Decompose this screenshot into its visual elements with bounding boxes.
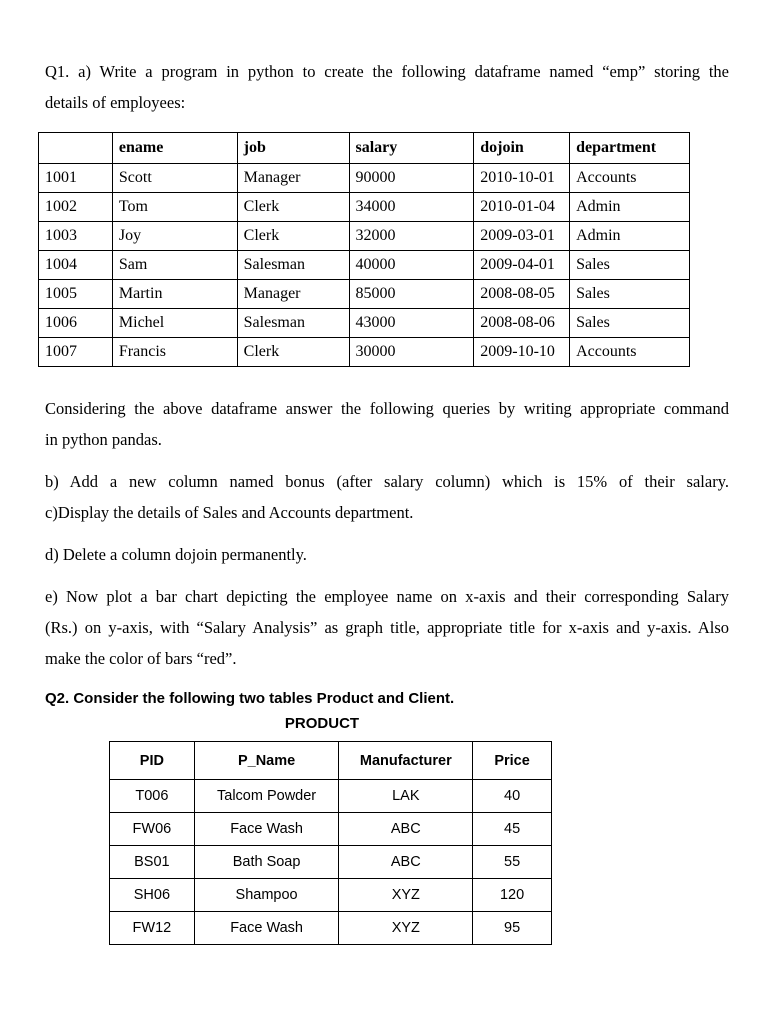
emp-cell-index: 1001 xyxy=(39,164,113,193)
part-b: b) Add a new column named bonus (after salary column) which is 15% of their salary. xyxy=(45,472,729,491)
product-cell-manufacturer: ABC xyxy=(339,846,473,879)
table-row xyxy=(39,309,690,338)
emp-cell-ename: Sam xyxy=(112,251,237,280)
considering-line-1: Considering the above dataframe answer the following queries by writing appropriate command xyxy=(45,399,729,418)
emp-cell-dojoin: 2008-08-06 xyxy=(474,309,570,338)
product-cell-manufacturer: LAK xyxy=(339,780,473,813)
q1-intro-line-2: details of employees: xyxy=(45,93,186,112)
emp-cell-dojoin: 2009-03-01 xyxy=(474,222,570,251)
emp-cell-salary: 40000 xyxy=(349,251,474,280)
emp-cell-dojoin: 2009-10-10 xyxy=(474,338,570,367)
table-row xyxy=(39,251,690,280)
part-d: d) Delete a column dojoin permanently. xyxy=(45,545,307,564)
product-cell-price: 45 xyxy=(473,813,552,846)
emp-cell-department: Admin xyxy=(570,193,690,222)
table-row xyxy=(39,338,690,367)
emp-cell-salary: 85000 xyxy=(349,280,474,309)
emp-cell-index: 1003 xyxy=(39,222,113,251)
emp-cell-job: Manager xyxy=(237,164,349,193)
product-cell-pname: Shampoo xyxy=(194,879,339,912)
table-row xyxy=(110,846,552,879)
emp-cell-dojoin: 2008-08-05 xyxy=(474,280,570,309)
part-e-line-1: e) Now plot a bar chart depicting the employee name on x-axis and their corresponding Salary xyxy=(45,587,729,606)
emp-cell-ename: Scott xyxy=(112,164,237,193)
parts-b-c xyxy=(45,466,729,528)
product-header-pname: P_Name xyxy=(194,742,339,780)
emp-cell-salary: 30000 xyxy=(349,338,474,367)
table-row xyxy=(110,912,552,945)
part-d-block xyxy=(45,539,729,570)
emp-cell-department: Accounts xyxy=(570,164,690,193)
product-cell-pid: FW12 xyxy=(110,912,195,945)
q1-intro-line-1: Q1. a) Write a program in python to create the following dataframe named “emp” storing the xyxy=(45,62,729,81)
emp-cell-ename: Joy xyxy=(112,222,237,251)
q1-intro xyxy=(45,56,729,118)
emp-cell-department: Sales xyxy=(570,251,690,280)
part-e-line-2: (Rs.) on y-axis, with “Salary Analysis” as graph title, appropriate title for x-axis and y-axis. Also xyxy=(45,618,729,637)
emp-cell-job: Salesman xyxy=(237,251,349,280)
q2-heading: Q2. Consider the following two tables Product and Client. xyxy=(45,690,455,707)
emp-header-department: department xyxy=(570,133,690,164)
emp-cell-job: Clerk xyxy=(237,222,349,251)
emp-header-salary: salary xyxy=(349,133,474,164)
product-cell-pname: Talcom Powder xyxy=(194,780,339,813)
product-cell-price: 95 xyxy=(473,912,552,945)
product-cell-pname: Face Wash xyxy=(194,813,339,846)
table-row xyxy=(39,222,690,251)
part-c: c)Display the details of Sales and Accounts department. xyxy=(45,503,414,522)
emp-cell-job: Clerk xyxy=(237,193,349,222)
part-e-line-3: make the color of bars “red”. xyxy=(45,649,237,668)
emp-cell-ename: Francis xyxy=(112,338,237,367)
emp-cell-salary: 34000 xyxy=(349,193,474,222)
product-table-title: PRODUCT xyxy=(284,715,360,732)
emp-cell-department: Sales xyxy=(570,280,690,309)
emp-table xyxy=(38,132,690,367)
emp-cell-ename: Martin xyxy=(112,280,237,309)
emp-cell-dojoin: 2009-04-01 xyxy=(474,251,570,280)
emp-cell-index: 1004 xyxy=(39,251,113,280)
emp-cell-index: 1006 xyxy=(39,309,113,338)
emp-cell-salary: 32000 xyxy=(349,222,474,251)
product-cell-pname: Bath Soap xyxy=(194,846,339,879)
table-row xyxy=(110,879,552,912)
emp-cell-job: Manager xyxy=(237,280,349,309)
emp-cell-dojoin: 2010-01-04 xyxy=(474,193,570,222)
product-cell-pid: SH06 xyxy=(110,879,195,912)
product-header-pid: PID xyxy=(110,742,195,780)
emp-table-header-row xyxy=(39,133,690,164)
table-row xyxy=(110,780,552,813)
emp-cell-index: 1005 xyxy=(39,280,113,309)
table-row xyxy=(110,813,552,846)
product-cell-manufacturer: ABC xyxy=(339,813,473,846)
product-cell-price: 120 xyxy=(473,879,552,912)
emp-cell-job: Clerk xyxy=(237,338,349,367)
table-row xyxy=(39,193,690,222)
emp-cell-salary: 90000 xyxy=(349,164,474,193)
emp-cell-dojoin: 2010-10-01 xyxy=(474,164,570,193)
considering-paragraph xyxy=(45,393,729,455)
emp-cell-job: Salesman xyxy=(237,309,349,338)
emp-header-ename: ename xyxy=(112,133,237,164)
emp-cell-index: 1007 xyxy=(39,338,113,367)
product-cell-pid: FW06 xyxy=(110,813,195,846)
considering-line-2: in python pandas. xyxy=(45,430,162,449)
product-cell-price: 40 xyxy=(473,780,552,813)
emp-cell-salary: 43000 xyxy=(349,309,474,338)
product-cell-pname: Face Wash xyxy=(194,912,339,945)
emp-header-index xyxy=(39,133,113,164)
emp-cell-index: 1002 xyxy=(39,193,113,222)
product-table-header-row xyxy=(110,742,552,780)
emp-cell-ename: Michel xyxy=(112,309,237,338)
product-cell-manufacturer: XYZ xyxy=(339,879,473,912)
product-table xyxy=(109,741,552,945)
product-cell-pid: BS01 xyxy=(110,846,195,879)
emp-cell-department: Accounts xyxy=(570,338,690,367)
product-cell-price: 55 xyxy=(473,846,552,879)
product-header-price: Price xyxy=(473,742,552,780)
product-cell-pid: T006 xyxy=(110,780,195,813)
emp-cell-department: Admin xyxy=(570,222,690,251)
emp-cell-ename: Tom xyxy=(112,193,237,222)
part-e-block xyxy=(45,581,729,674)
emp-header-dojoin: dojoin xyxy=(474,133,570,164)
table-row xyxy=(39,280,690,309)
emp-cell-department: Sales xyxy=(570,309,690,338)
emp-header-job: job xyxy=(237,133,349,164)
product-header-manufacturer: Manufacturer xyxy=(339,742,473,780)
product-cell-manufacturer: XYZ xyxy=(339,912,473,945)
table-row xyxy=(39,164,690,193)
